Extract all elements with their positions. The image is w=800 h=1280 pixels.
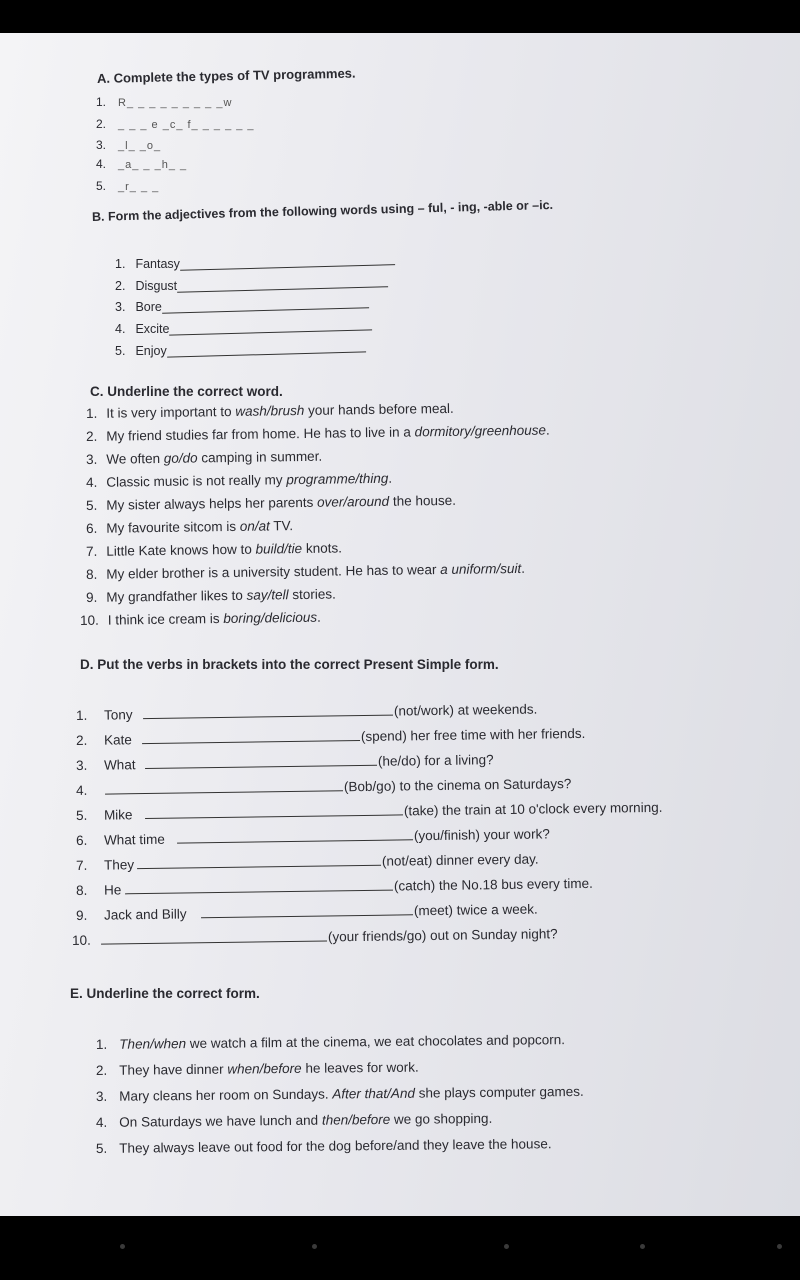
verb-prompt: (Bob/go) to the cinema on Saturdays?: [343, 776, 572, 795]
item-number: 7.: [85, 543, 98, 559]
word-choice: programme/thing: [286, 470, 389, 488]
sentence-end: .: [388, 470, 393, 486]
word-choice: Then/when: [119, 1036, 187, 1052]
item-number: 3.: [75, 757, 88, 773]
task-c-item: [86, 561, 525, 582]
task-b-item: [115, 300, 369, 314]
verb-prompt: (your friends/go) out on Sunday night?: [327, 926, 558, 945]
answer-blank[interactable]: [167, 341, 366, 357]
status-bar: [0, 0, 800, 33]
task-b-item: [115, 279, 388, 293]
sentence-end: TV.: [269, 518, 294, 534]
item-number: 2.: [96, 117, 107, 131]
task-c-item: [86, 449, 322, 467]
base-word: Bore: [135, 300, 162, 314]
task-c-item: [86, 401, 454, 421]
nav-dot-icon[interactable]: [120, 1244, 125, 1249]
task-a-item: [96, 117, 255, 131]
sentence-end: camping in summer.: [197, 448, 323, 466]
sentence-start: Mary cleans her room on Sundays.: [119, 1086, 333, 1104]
task-c-item: [86, 471, 392, 490]
verb-prompt: (not/eat) dinner every day.: [381, 851, 539, 869]
subject: Kate: [103, 732, 132, 748]
item-number: 3.: [95, 1088, 108, 1104]
task-d-item: [76, 725, 586, 748]
section-b-heading: B. Form the adjectives from the following words using – ful, - ing, -able or –ic.: [91, 197, 554, 224]
answer-blank[interactable]: [137, 853, 381, 869]
answer-blank[interactable]: [145, 753, 377, 769]
letter-pattern: _a_ _ _h_ _: [118, 159, 188, 171]
base-word: Fantasy: [135, 257, 180, 271]
item-number: 1.: [85, 405, 98, 421]
word-choice: wash/brush: [235, 402, 305, 419]
task-c-item: [86, 540, 342, 559]
task-a-item: [96, 179, 159, 193]
task-e-item: [96, 1136, 552, 1156]
verb-prompt: (not/work) at weekends.: [393, 701, 538, 719]
item-number: 5.: [75, 807, 88, 823]
sentence-start: My elder brother is a university student. He has to wear: [106, 562, 441, 582]
sentence-end: the house.: [389, 492, 457, 509]
item-number: 4.: [115, 322, 126, 336]
item-number: 2.: [75, 732, 88, 748]
answer-blank[interactable]: [101, 928, 327, 944]
sentence-start: Little Kate knows how to: [106, 541, 256, 559]
item-number: 4.: [75, 782, 88, 798]
section-c-heading: C. Underline the correct word.: [90, 384, 283, 399]
item-number: 7.: [75, 857, 88, 873]
item-number: 10.: [71, 932, 91, 948]
word-choice: dormitory/greenhouse: [414, 422, 547, 440]
word-choice: build/tie: [255, 540, 303, 557]
sentence-start: My grandfather likes to: [106, 587, 247, 605]
sentence-end: he leaves for work.: [301, 1059, 419, 1076]
base-word: Excite: [135, 322, 170, 336]
section-d-heading: D. Put the verbs in brackets into the correct Present Simple form.: [80, 657, 499, 672]
task-c-item: [86, 493, 456, 513]
item-number: 5.: [95, 1140, 108, 1156]
sentence-end: your hands before meal.: [304, 400, 454, 418]
letter-pattern: R_ _ _ _ _ _ _ _ _w: [118, 97, 233, 109]
task-b-item: [115, 344, 366, 358]
word-choice: After that/And: [332, 1085, 415, 1102]
item-number: 3.: [115, 300, 126, 314]
item-number: 6.: [75, 832, 88, 848]
subject: Tony: [103, 707, 133, 723]
sentence-start: My friend studies far from home. He has to live in a: [106, 424, 415, 444]
subject: They: [103, 857, 135, 873]
word-choice: when/before: [227, 1060, 302, 1077]
base-word: Disgust: [135, 279, 178, 293]
item-number: 3.: [85, 451, 98, 467]
sentence-end: .: [521, 560, 526, 576]
task-a-item: [96, 95, 232, 109]
task-a-item: [96, 138, 161, 152]
subject: What time: [103, 831, 165, 848]
item-number: 4.: [85, 474, 98, 490]
sentence-end: we go shopping.: [390, 1110, 493, 1127]
sentence-start: We often: [106, 450, 164, 467]
task-d-item: [72, 925, 558, 948]
answer-blank[interactable]: [169, 319, 372, 335]
task-c-item: [80, 610, 321, 628]
task-c-item: [86, 587, 336, 605]
item-number: 1.: [96, 95, 107, 109]
sentence-start: My favourite sitcom is: [106, 518, 240, 536]
item-number: 1.: [95, 1036, 108, 1052]
item-number: 9.: [75, 907, 88, 923]
word-choice: then/before: [321, 1111, 391, 1128]
task-b-item: [115, 322, 372, 336]
item-number: 8.: [75, 882, 88, 898]
subject: What: [103, 757, 136, 773]
sentence-start: On Saturdays we have lunch and: [119, 1112, 322, 1130]
verb-prompt: (spend) her free time with her friends.: [360, 725, 586, 745]
verb-prompt: (take) the train at 10 o'clock every morning.: [403, 799, 663, 819]
task-d-item: [76, 901, 538, 923]
sentence-end: we watch a film at the cinema, we eat chocolates and popcorn.: [185, 1032, 566, 1052]
item-number: 1.: [75, 707, 88, 723]
task-e-item: [96, 1060, 419, 1078]
nav-dot-icon[interactable]: [504, 1244, 509, 1249]
sentence-end: stories.: [288, 586, 336, 603]
task-e-item: [96, 1084, 584, 1104]
item-number: 2.: [85, 428, 98, 444]
item-number: 5.: [85, 497, 98, 513]
sentence-start: I think ice cream is: [107, 610, 224, 628]
item-number: 1.: [115, 257, 126, 271]
letter-pattern: _r_ _ _: [118, 181, 160, 193]
task-d-item: [76, 751, 494, 773]
item-number: 6.: [85, 520, 98, 536]
answer-blank[interactable]: [162, 297, 369, 313]
section-a-heading: A. Complete the types of TV programmes.: [96, 65, 356, 86]
task-d-item: [76, 701, 537, 723]
subject: Mike: [103, 807, 133, 823]
verb-prompt: (he/do) for a living?: [377, 752, 494, 769]
answer-blank[interactable]: [177, 827, 413, 843]
task-d-item: [76, 851, 539, 873]
word-choice: boring/delicious: [223, 609, 318, 626]
task-a-item: [96, 157, 187, 171]
task-d-item: [76, 875, 593, 898]
subject: He: [103, 882, 122, 898]
item-number: 2.: [115, 279, 126, 293]
item-number: 10.: [79, 612, 99, 628]
item-number: 2.: [95, 1062, 108, 1078]
sentence-start: It is very important to: [106, 403, 236, 421]
letter-pattern: _ _ _ e _c_ f_ _ _ _ _ _: [118, 119, 255, 131]
worksheet: [0, 33, 800, 1216]
item-number: 4.: [95, 1114, 108, 1130]
nav-dot-icon[interactable]: [312, 1244, 317, 1249]
answer-blank[interactable]: [142, 728, 360, 744]
answer-blank[interactable]: [180, 254, 395, 271]
answer-blank[interactable]: [201, 902, 413, 918]
sentence-start: My sister always helps her parents: [106, 494, 318, 513]
verb-prompt: (meet) twice a week.: [413, 901, 538, 919]
answer-blank[interactable]: [125, 878, 393, 895]
word-choice: over/around: [316, 493, 390, 510]
sentence-end: knots.: [302, 540, 343, 556]
section-e-heading: E. Underline the correct form.: [70, 986, 260, 1001]
answer-blank[interactable]: [145, 802, 403, 819]
subject: Jack and Billy: [103, 906, 187, 923]
task-c-item: [86, 518, 293, 536]
nav-dot-icon[interactable]: [640, 1244, 645, 1249]
task-d-item: [76, 799, 663, 823]
task-e-item: [96, 1032, 565, 1052]
answer-blank[interactable]: [105, 778, 343, 794]
task-d-item: [76, 775, 572, 798]
item-number: 5.: [115, 344, 126, 358]
sentence-end: she plays computer games.: [414, 1083, 584, 1101]
answer-blank[interactable]: [143, 703, 393, 719]
task-d-item: [76, 825, 550, 848]
sentence-start: Classic music is not really my: [106, 472, 287, 490]
letter-pattern: _l_ _o_: [118, 140, 162, 152]
item-number: 9.: [85, 589, 98, 605]
word-choice: say/tell: [246, 587, 289, 603]
sentence-start: They always leave out food for the dog before/and they leave the house.: [119, 1136, 552, 1156]
item-number: 4.: [96, 157, 107, 171]
item-number: 3.: [96, 138, 107, 152]
worksheet-photo: [0, 33, 800, 1216]
nav-dot-icon[interactable]: [777, 1244, 782, 1249]
item-number: 8.: [85, 566, 98, 582]
word-choice: on/at: [239, 518, 270, 534]
sentence-end: .: [317, 609, 321, 625]
answer-blank[interactable]: [177, 276, 388, 293]
task-c-item: [86, 423, 550, 444]
sentence-end: .: [545, 422, 550, 438]
word-choice: go/do: [163, 450, 198, 466]
task-b-item: [115, 257, 395, 271]
word-choice: a uniform/suit: [440, 560, 522, 578]
verb-prompt: (you/finish) your work?: [413, 826, 550, 844]
item-number: 5.: [96, 179, 107, 193]
task-e-item: [96, 1111, 492, 1130]
base-word: Enjoy: [135, 344, 167, 358]
verb-prompt: (catch) the No.18 bus every time.: [393, 875, 593, 894]
sentence-start: They have dinner: [119, 1061, 228, 1078]
